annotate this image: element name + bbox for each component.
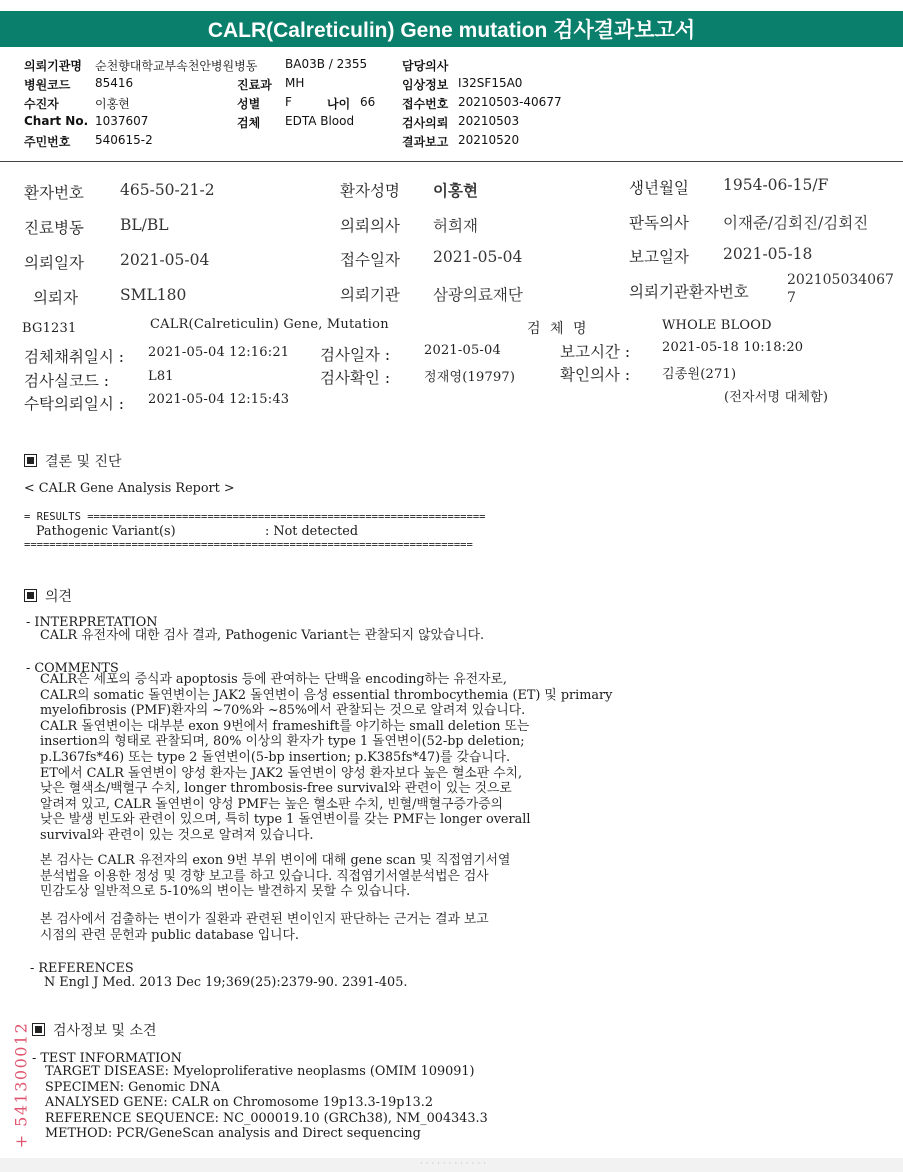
pathogenic-label: Pathogenic Variant(s)	[36, 524, 176, 539]
specimen-name-value: WHOLE BLOOD	[662, 318, 772, 333]
value-clinical-info: I32SF15A0	[458, 76, 523, 90]
label-request-date: 의뢰일자	[24, 254, 84, 272]
value-ward-bl: BL/BL	[120, 216, 169, 234]
label-result-report: 결과보고	[402, 135, 449, 149]
signature-note: (전자서명 대체함)	[724, 390, 829, 405]
comment-line: CALR 돌연변이는 대부분 exon 9번에서 frameshift를 야기하는 small deletion 또는	[40, 718, 530, 734]
label-age: 나이	[327, 97, 351, 111]
report-title: CALR(Calreticulin) Gene mutation 검사결과보고서	[0, 11, 903, 47]
label-clinical-info: 임상정보	[402, 78, 449, 92]
label-test-confirm: 검사확인 :	[320, 369, 391, 387]
opinion-heading	[24, 586, 72, 606]
label-test-date: 검사일자 :	[320, 346, 391, 364]
comment-line: myelofibrosis (PMF)환자의 ~70%와 ~85%에서 관찰되는 것으로 알려져 있습니다.	[40, 703, 526, 719]
interpretation-text: CALR 유전자에 대한 검사 결과, Pathogenic Variant는 관찰되지 않았습니다.	[40, 628, 485, 643]
value-receipt-no: 20210503-40677	[458, 95, 562, 109]
test-information-heading: - TEST INFORMATION	[32, 1051, 182, 1066]
value-test-date: 2021-05-04	[424, 343, 501, 358]
value-hospital-code: 85416	[95, 76, 134, 90]
test-info-line: REFERENCE SEQUENCE: NC_000019.10 (GRCh38), NM_004343.3	[45, 1110, 488, 1126]
value-department: MH	[285, 76, 305, 90]
document-stamp	[8, 1015, 34, 1155]
interpretation-heading: - INTERPRETATION	[26, 615, 158, 630]
comment-line: survival와 관련이 있는 것으로 알려져 있습니다.	[40, 827, 314, 843]
label-patient-no: 환자번호	[24, 184, 84, 202]
method-paragraph	[40, 853, 510, 900]
value-report-time: 2021-05-18 10:18:20	[662, 340, 804, 355]
conclusion-heading	[24, 451, 122, 471]
value-requester: SML180	[120, 286, 187, 304]
comment-line: CALR은 세포의 증식과 apoptosis 등에 관여하는 단백을 encoding하는 유전자로,	[40, 672, 507, 687]
paragraph-line: 분석법을 이용한 정성 및 경향 보고를 하고 있습니다. 직접염기서열분석법은 검사	[40, 868, 489, 884]
paragraph-line: 본 검사에서 검출하는 변이가 질환과 관련된 변이인지 판단하는 근거는 결과 보고	[40, 912, 489, 927]
label-report-date: 보고일자	[629, 248, 689, 266]
label-confirm-doctor: 확인의사 :	[560, 366, 631, 384]
stamp-number: + 541300012	[11, 1021, 31, 1149]
value-patient-no: 465-50-21-2	[120, 181, 215, 199]
label-chart-no: Chart No.	[24, 114, 89, 128]
test-info-line: TARGET DISEASE: Myeloproliferative neoplasms (OMIM 109091)	[45, 1064, 475, 1079]
value-request-date: 2021-05-04	[120, 251, 210, 269]
comment-line: ET에서 CALR 돌연변이 양성 환자는 JAK2 돌연변이 양성 환자보다 높은 혈소판 수치,	[40, 765, 523, 781]
label-requester: 의뢰자	[33, 289, 78, 307]
test-info-line: METHOD: PCR/GeneScan analysis and Direct sequencing	[45, 1126, 421, 1142]
value-age: 66	[360, 95, 376, 109]
comment-line: CALR의 somatic 돌연변이는 JAK2 돌연변이 음성 essential thrombocythemia (ET) 및 primary	[40, 687, 613, 703]
conclusion-heading-text: 결론 및 진단	[45, 454, 122, 470]
test-info-line: ANALYSED GENE: CALR on Chromosome 19p13.3-19p13.2	[45, 1095, 433, 1111]
label-doctor: 담당의사	[402, 59, 449, 73]
value-patient: 이홍현	[95, 97, 130, 111]
page-footer-strip	[0, 1158, 903, 1172]
value-referring-doctor: 허희재	[433, 217, 478, 235]
results-line: = RESULTS ===============================================================	[24, 511, 486, 523]
paragraph-line: 시점의 관련 문헌과 public database 입니다.	[40, 927, 299, 943]
test-info-line: SPECIMEN: Genomic DNA	[45, 1079, 221, 1095]
results-end-line: =======================================================================	[24, 539, 473, 551]
label-test-request: 검사의뢰	[402, 116, 449, 130]
square-bullet-icon	[24, 454, 37, 467]
value-consign-datetime: 2021-05-04 12:15:43	[148, 392, 290, 407]
header-divider	[0, 161, 903, 162]
value-birth-date: 1954-06-15/F	[723, 176, 829, 194]
comments-heading: - COMMENTS	[26, 661, 119, 676]
label-sex: 성별	[237, 97, 261, 111]
specimen-name-label: 검 체 명	[527, 321, 587, 337]
reference-text: N Engl J Med. 2013 Dec 19;369(25):2379-90. 2391-405.	[44, 975, 408, 990]
label-birth-date: 생년월일	[629, 179, 689, 197]
label-consign-datetime: 수탁의뢰일시 :	[24, 395, 124, 413]
comment-line: 낮은 발생 빈도와 관련이 있으며, 특히 type 1 돌연변이를 갖는 PMF는 longer overall	[40, 812, 531, 828]
label-collection-datetime: 검체채취일시 :	[24, 348, 124, 366]
value-institution: 순천향대학교부속천안병원병동	[95, 59, 258, 73]
paragraph-line: 민감도상 일반적으로 5-10%의 변이는 발견하지 못할 수 있습니다.	[40, 884, 411, 900]
value-patient-name: 이홍현	[433, 181, 478, 200]
label-resident-no: 주민번호	[24, 135, 71, 149]
value-sex: F	[285, 95, 292, 109]
pathogenic-value: : Not detected	[265, 524, 359, 539]
value-report-date: 2021-05-18	[723, 245, 813, 263]
label-hospital-code: 병원코드	[24, 78, 71, 92]
comments-block	[40, 672, 612, 844]
label-patient-name: 환자성명	[340, 182, 400, 200]
label-lab-code: 검사실코드 :	[24, 372, 110, 390]
paragraph-line: 본 검사는 CALR 유전자의 exon 9번 부위 변이에 대해 gene scan 및 직접염기서열	[40, 853, 511, 868]
value-specimen: EDTA Blood	[285, 114, 355, 128]
label-report-time: 보고시간 :	[560, 343, 631, 361]
test-name: CALR(Calreticulin) Gene, Mutation	[150, 317, 389, 332]
comment-line: 낮은 혈색소/백혈구 수치, longer thrombosis-free survival와 관련이 있는 것으로	[40, 781, 512, 797]
label-reading-doctor: 판독의사	[629, 214, 689, 232]
references-heading: - REFERENCES	[30, 961, 134, 976]
test-info-heading	[32, 1020, 157, 1040]
label-specimen: 검체	[237, 116, 261, 130]
label-institution-patient-no: 의뢰기관환자번호	[629, 283, 749, 301]
value-lab-code: L81	[148, 369, 174, 384]
value-test-confirm: 정재영(19797)	[424, 370, 516, 385]
comment-line: p.L367fs*46) 또는 type 2 돌연변이(5-bp insertion; p.K385fs*47)를 갖습니다.	[40, 749, 511, 765]
value-collection-datetime: 2021-05-04 12:16:21	[148, 345, 290, 360]
test-information-block	[45, 1064, 488, 1142]
value-test-request: 20210503	[458, 114, 520, 128]
value-ward: BA03B / 2355	[285, 57, 368, 71]
value-institution-patient-no-cont: 7	[787, 290, 796, 306]
basis-paragraph	[40, 912, 489, 943]
comment-line: insertion의 형태로 관찰되며, 80% 이상의 환자가 type 1 돌연변이(52-bp deletion;	[40, 734, 525, 750]
comment-line: 알려져 있고, CALR 돌연변이 양성 PMF는 높은 혈소판 수치, 빈혈/백혈구증가증의	[40, 796, 503, 812]
test-info-heading-text: 검사정보 및 소견	[53, 1023, 157, 1039]
test-code: BG1231	[22, 321, 77, 336]
report-subtitle: < CALR Gene Analysis Report >	[24, 481, 235, 496]
label-department: 진료과	[237, 78, 272, 92]
value-chart-no: 1037607	[95, 114, 149, 128]
value-reading-doctor: 이재준/김회진/김회진	[723, 214, 869, 232]
label-ward: 진료병동	[24, 219, 84, 237]
label-institution: 의뢰기관명	[24, 59, 82, 73]
label-receipt-no: 접수번호	[402, 97, 449, 111]
label-referring-doctor: 의뢰의사	[340, 217, 400, 235]
value-resident-no: 540615-2	[95, 133, 153, 147]
opinion-heading-text: 의견	[45, 589, 73, 605]
value-confirm-doctor: 김종원(271)	[662, 367, 737, 382]
value-requesting-institution: 삼광의료재단	[433, 286, 523, 304]
label-requesting-institution: 의뢰기관	[340, 286, 400, 304]
value-receipt-date: 2021-05-04	[433, 248, 523, 266]
value-institution-patient-no: 202105034067	[787, 272, 894, 288]
value-result-report: 20210520	[458, 133, 520, 147]
label-patient: 수진자	[24, 97, 59, 111]
footer-fragment: · · · · · · · · · · · ·	[420, 1159, 486, 1169]
label-receipt-date: 접수일자	[340, 251, 400, 269]
square-bullet-icon	[24, 589, 37, 602]
